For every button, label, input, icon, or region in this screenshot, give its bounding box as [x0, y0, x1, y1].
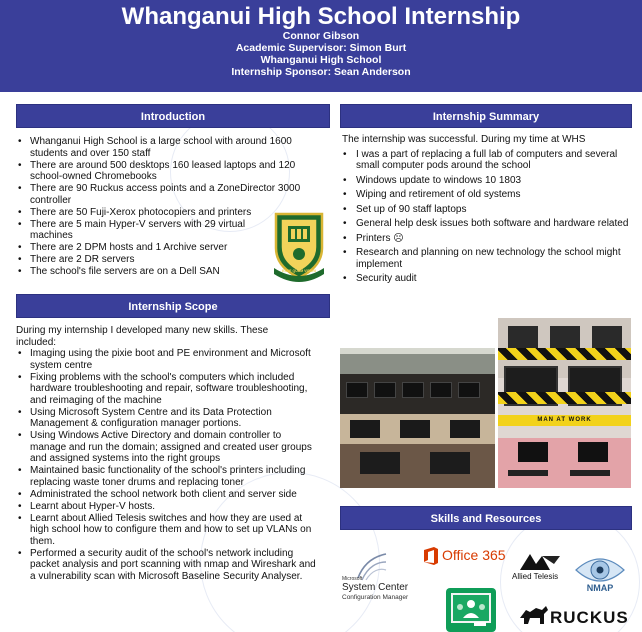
nmap-text: NMAP	[586, 583, 614, 593]
scope-list	[16, 348, 320, 582]
system-center-sub: Configuration Manager	[342, 594, 409, 601]
introduction-heading: Introduction	[16, 104, 330, 128]
list-item: • There are 5 main Hyper-V servers with 29 virtual machines	[16, 219, 256, 242]
scope-heading: Internship Scope	[16, 294, 330, 318]
system-center-microsoft: Microsoft	[342, 576, 363, 582]
list-item: • Research and planning on new technology the school might implement	[342, 247, 630, 270]
school-name: Whanganui High School	[260, 54, 382, 66]
office-365-text: Office 365	[442, 547, 506, 563]
list-item: • Set up of 90 staff laptops	[342, 204, 630, 216]
summary-list	[342, 149, 630, 285]
system-center-name: System Center	[342, 582, 409, 593]
list-item: • Administrated the school network both client and server side	[16, 489, 320, 501]
list-item: • Imaging using the pixie boot and PE environment and Microsoft system centre	[16, 348, 320, 371]
ruckus-text: RUCKUS	[550, 608, 629, 627]
google-classroom-logo	[446, 588, 496, 632]
small-logo-fragment	[342, 626, 362, 632]
ruckus-dog-icon	[516, 602, 552, 628]
google-classroom-icon	[446, 588, 496, 632]
ruckus-logo	[516, 600, 632, 632]
scope-section	[16, 325, 320, 583]
list-item: • There are around 500 desktops 160 leased laptops and 120 school-owned Chromebooks	[16, 160, 316, 183]
summary-heading: Internship Summary	[340, 104, 632, 128]
academic-supervisor: Academic Supervisor: Simon Burt	[235, 42, 407, 54]
list-item: • Using Microsoft System Centre and its Data Protection Management & configuration manager portions.	[16, 407, 320, 430]
list-item: • There are 2 DPM hosts and 1 Archive server	[16, 242, 256, 254]
list-item: • The school's file servers are on a Dell SAN	[16, 266, 316, 278]
list-item: • Printers ☹	[342, 233, 630, 245]
nmap-logo	[574, 554, 626, 594]
list-item: • Windows update to windows 10 1803	[342, 175, 630, 187]
list-item: • There are 50 Fuji-Xerox photocopiers and printers	[16, 207, 256, 219]
scope-intro: During my internship I developed many new skills. These included:	[16, 325, 269, 348]
list-item: • General help desk issues both software and hardware related	[342, 218, 630, 230]
list-item: • Using Windows Active Directory and domain controller to manage and run the domain; assigned and created user groups and assigned systems into the right groups	[16, 430, 320, 465]
list-item: • Fixing problems with the school's computers which included hardware troubleshooting and repair, software troubleshooting, and reimaging of the machine	[16, 372, 320, 407]
office-icon	[422, 546, 440, 566]
introduction-list	[16, 136, 316, 278]
summary-intro: The internship was successful. During my time at WHS	[342, 134, 586, 145]
school-crest-image	[272, 210, 326, 282]
list-item: • Whanganui High School is a large school with around 1600 students and over 150 staff	[16, 136, 316, 159]
allied-telesis-icon	[520, 552, 560, 570]
caution-tape-text: MAN AT WORK	[537, 417, 592, 423]
nmap-eye-icon	[574, 554, 626, 586]
list-item: • Learnt about Hyper-V hosts.	[16, 501, 320, 513]
internship-sponsor: Internship Sponsor: Sean Anderson	[231, 66, 411, 78]
caution-tape-lab-photo	[498, 318, 631, 488]
summary-section	[342, 134, 630, 288]
list-item: • There are 2 DR servers	[16, 254, 316, 266]
allied-telesis-text: Allied Telesis	[512, 572, 559, 581]
list-item: • I was a part of replacing a full lab of computers and several small computer pods around the school	[342, 149, 630, 172]
list-item: • Performed a security audit of the school's network including packet analysis and port scanning with nmap and Wireshark and a vulnerability scan with Microsoft Baseline Security Analyser.	[16, 548, 320, 583]
list-item: • There are 90 Ruckus access points and a ZoneDirector 3000 controller	[16, 183, 316, 206]
author-name: Connor Gibson	[282, 30, 360, 42]
office-365-logo	[422, 544, 510, 568]
list-item: • Wiping and retirement of old systems	[342, 189, 630, 201]
allied-telesis-logo	[512, 552, 568, 584]
computer-lab-photo	[340, 348, 495, 488]
skills-heading: Skills and Resources	[340, 506, 632, 530]
list-item: • Security audit	[342, 273, 630, 285]
poster-title: Whanganui High School Internship	[121, 3, 521, 30]
list-item: • Maintained basic functionality of the school's printers including replacing waste toner drums and replacing toner	[16, 465, 320, 488]
crest-motto: ESSE QUAM VIDERI	[282, 269, 316, 273]
introduction-section	[16, 136, 316, 278]
poster-header	[0, 0, 642, 92]
list-item: • Learnt about Allied Telesis switches and how they are used at high school how to configure them and how to set up VLANs on them.	[16, 513, 320, 548]
